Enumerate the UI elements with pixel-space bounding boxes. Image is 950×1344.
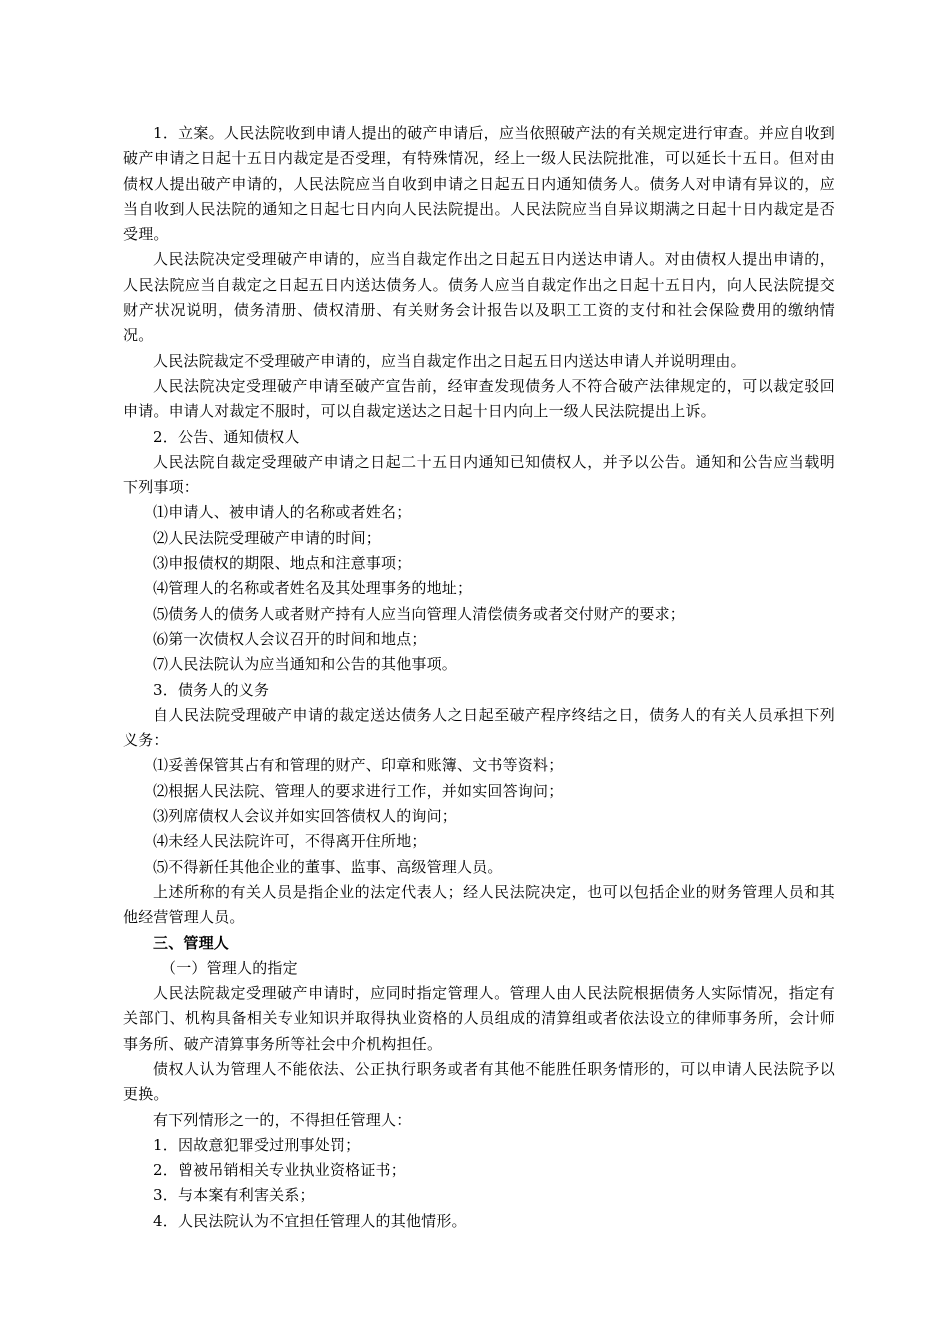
list-item: ⑺人民法院认为应当通知和公告的其他事项。 bbox=[153, 655, 458, 674]
list-item: 2．曾被吊销相关专业执业资格证书； bbox=[153, 1161, 406, 1180]
list-item: ⑷未经人民法院许可，不得离开住所地； bbox=[153, 832, 427, 851]
list-item: ⑵人民法院受理破产申请的时间； bbox=[153, 528, 382, 547]
list-item: ⑴申请人、被申请人的名称或者姓名； bbox=[153, 503, 412, 522]
list-item: ⑷管理人的名称或者姓名及其处理事务的地址； bbox=[153, 579, 473, 598]
paragraph-debtor-duties: 自人民法院受理破产申请的裁定送达债务人之日起至破产程序终结之日，债务人的有关人员承担下列义务： bbox=[123, 705, 835, 750]
paragraph-disqualification: 有下列情形之一的，不得担任管理人： bbox=[153, 1110, 412, 1129]
list-item: ⑹第一次债权人会议召开的时间和地点； bbox=[153, 629, 427, 648]
list-item: 1．因故意犯罪受过刑事处罚； bbox=[153, 1135, 361, 1154]
chapter-heading-administrator: 三、管理人 bbox=[153, 933, 230, 952]
paragraph-filing: 1．立案。人民法院收到申请人提出的破产申请后，应当依照破产法的有关规定进行审查。并应自收到破产申请之日起十五日内裁定是否受理，有特殊情况，经上一级人民法院批准，可以延长十五日。但对由债权人提出破产申请的，人民法院应当自收到申请之日起五日内通知债务人。债务人对申请有异议的，应当自收到人民法院的通知之日起七日内向人民法院提出。人民法院应当自异议期满之日起十日内裁定是否受理。 bbox=[123, 124, 835, 244]
list-item: ⑸不得新任其他企业的董事、监事、高级管理人员。 bbox=[153, 857, 503, 876]
paragraph-acceptance: 人民法院决定受理破产申请的，应当自裁定作出之日起五日内送达申请人。对由债权人提出申请的，人民法院应当自裁定之日起五日内送达债务人。债务人应当自裁定作出之日起十五日内，向人民法院提交财产状况说明，债务清册、债权清册、有关财务会计报告以及职工工资的支付和社会保险费用的缴纳情况。 bbox=[123, 250, 835, 345]
list-item: ⑶申报债权的期限、地点和注意事项； bbox=[153, 554, 412, 573]
list-item: 4．人民法院认为不宜担任管理人的其他情形。 bbox=[153, 1211, 467, 1230]
paragraph-appointment: 人民法院裁定受理破产申请时，应同时指定管理人。管理人由人民法院根据债务人实际情况，指定有关部门、机构具备相关专业知识并取得执业资格的人员组成的清算组或者依法设立的律师事务所，会计师事务所、破产清算事务所等社会中介机构担任。 bbox=[123, 984, 835, 1053]
paragraph-notice: 人民法院自裁定受理破产申请之日起二十五日内通知已知债权人，并予以公告。通知和公告应当载明下列事项： bbox=[123, 452, 835, 497]
document-page bbox=[123, 121, 835, 1234]
section-heading-debtor-duties: 3．债务人的义务 bbox=[153, 680, 270, 699]
list-item: ⑶列席债权人会议并如实回答债权人的询问； bbox=[153, 807, 458, 826]
paragraph-replacement: 债权人认为管理人不能依法、公正执行职务或者有其他不能胜任职务情形的，可以申请人民法院予以更换。 bbox=[123, 1059, 835, 1104]
paragraph-rejection: 人民法院裁定不受理破产申请的，应当自裁定作出之日起五日内送达申请人并说明理由。 bbox=[153, 351, 746, 370]
paragraph-dismissal: 人民法院决定受理破产申请至破产宣告前，经审查发现债务人不符合破产法律规定的，可以裁定驳回申请。申请人对裁定不服时，可以自裁定送达之日起十日内向上一级人民法院提出上诉。 bbox=[123, 376, 835, 421]
list-item: ⑸债务人的债务人或者财产持有人应当向管理人清偿债务或者交付财产的要求； bbox=[153, 604, 686, 623]
list-item: ⑵根据人民法院、管理人的要求进行工作，并如实回答询问； bbox=[153, 781, 564, 800]
list-item: ⑴妥善保管其占有和管理的财产、印章和账簿、文书等资料； bbox=[153, 756, 564, 775]
section-heading-notice: 2．公告、通知债权人 bbox=[153, 427, 300, 446]
subheading-appointment: （一）管理人的指定 bbox=[161, 958, 298, 977]
list-item: 3．与本案有利害关系； bbox=[153, 1186, 315, 1205]
paragraph-related-personnel: 上述所称的有关人员是指企业的法定代表人；经人民法院决定，也可以包括企业的财务管理人员和其他经营管理人员。 bbox=[123, 882, 835, 927]
